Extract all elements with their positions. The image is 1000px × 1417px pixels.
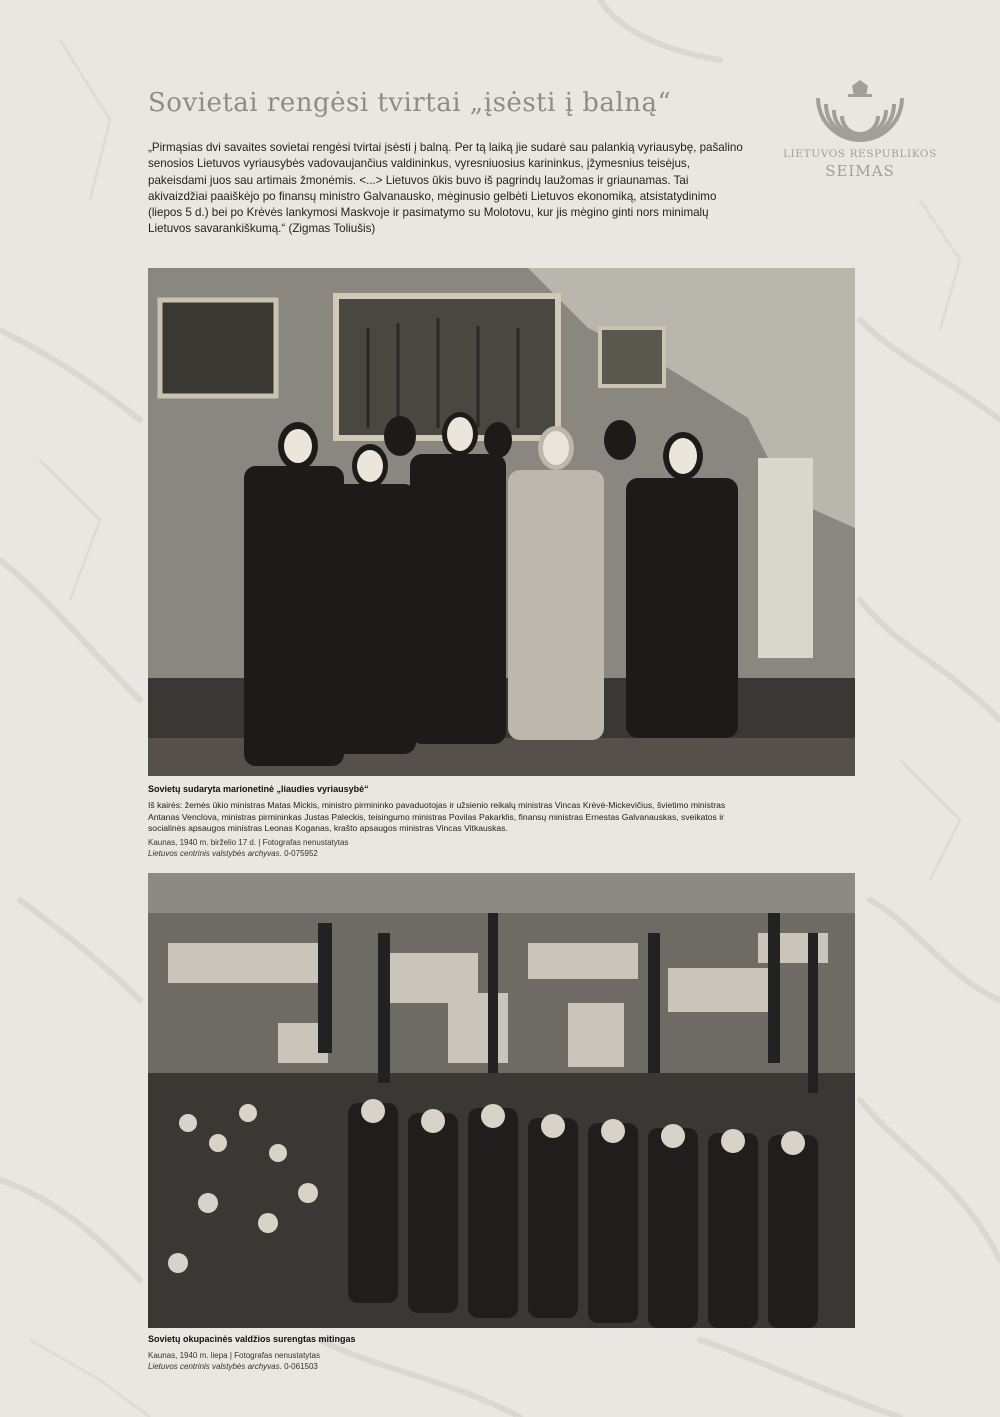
- seimas-logo: [782, 76, 938, 186]
- caption-source-archive: Lietuvos centrinis valstybės archyvas: [148, 1362, 280, 1371]
- page-title: Sovietai rengėsi tvirtai „įsėsti į balną“: [148, 88, 672, 118]
- caption-photo-2: [148, 1334, 758, 1372]
- photo-government-image: [148, 268, 855, 776]
- photo-rally-image: [148, 873, 855, 1328]
- intro-quote: „Pirmąsias dvi savaites sovietai rengėsi tvirtai įsėsti į balną. Per tą laiką jie sudarė sau palankią vyriausybę, pašalino senosios Lietuvos vyriausybės vadovaujančius valdininkus, vyresniuosius karininkus, įžymesnius teisėjus, pakeisdami juos sau artimais žmonėmis. <...> Lietuvos ūkis buvo iš pagrindų laužomas ir griaunamas. Tai akivaizdžiai paaiškėjo po finansų ministro Galvanausko, mėginusio gelbėti Lietuvos ekonomiką, atsistatydinimo (liepos 5 d.) bei po Krėvės lankymosi Maskvoje ir pasimatymo su Molotovu, kur jis mėgino ginti nors minimalų Lietuvos savarankiškumą.“ (Zigmas Toliušis): [148, 141, 743, 236]
- caption-meta: Kaunas, 1940 m. liepa | Fotografas nenustatytas: [148, 1351, 320, 1360]
- caption-source-id: . 0-061503: [279, 1362, 318, 1371]
- photo-rally: [148, 873, 855, 1328]
- caption-title: Sovietų okupacinės valdžios surengtas mitingas: [148, 1334, 356, 1344]
- caption-meta: Kaunas, 1940 m. birželio 17 d. | Fotografas nenustatytas: [148, 837, 349, 847]
- caption-photo-1: [148, 784, 758, 859]
- seimas-emblem-icon: [782, 76, 938, 146]
- caption-source: [148, 848, 758, 859]
- logo-text-line1: LIETUVOS RESPUBLIKOS: [783, 148, 937, 160]
- logo-text-line2: SEIMAS: [825, 162, 895, 180]
- photo-government-group: [148, 268, 855, 776]
- caption-title: Sovietų sudaryta marionetinė „liaudies vyriausybė“: [148, 784, 369, 794]
- caption-body: Iš kairės: žemės ūkio ministras Matas Mickis, ministro pirmininko pavaduotojas ir užsienio reikalų ministras Vincas Krėvė-Mickevičius, švietimo ministras Antanas Venclova, ministras pirmininkas Justas Paleckis, teisingumo ministras Povilas Pakarklis, finansų ministras Ernestas Galvanauskas, sveikatos ir socialinės apsaugos ministras Leonas Koganas, krašto apsaugos ministras Vincas Vitkauskas.: [148, 800, 726, 834]
- caption-source-archive: Lietuvos centrinis valstybės archyvas: [148, 848, 280, 858]
- caption-source: [148, 1361, 758, 1372]
- caption-source-id: . 0-075952: [279, 848, 318, 858]
